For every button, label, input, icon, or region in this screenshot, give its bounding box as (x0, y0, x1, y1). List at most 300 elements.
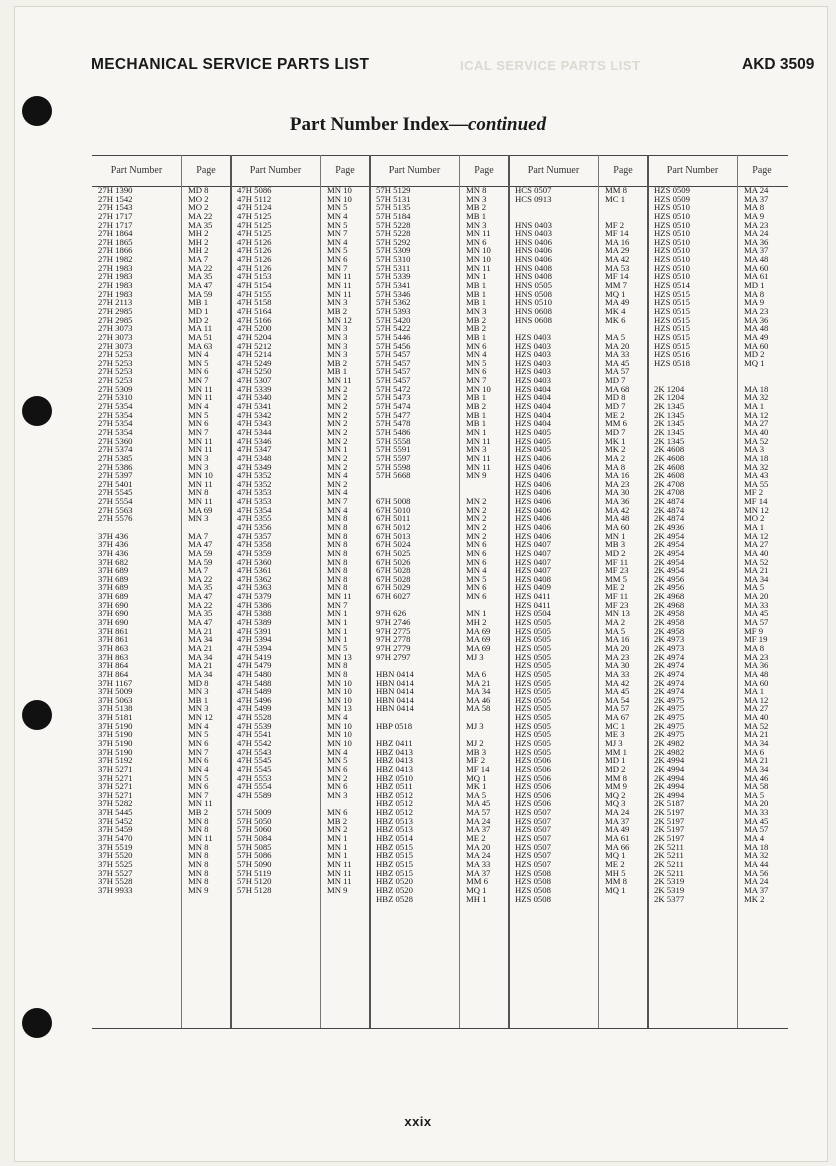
part-number-cell: 37H 5009 (98, 687, 133, 696)
part-number-cell: 47H 5348 (237, 453, 272, 463)
page-ref-cell (466, 488, 507, 497)
part-number-cell: HBN 0414 (376, 704, 414, 714)
page-ref-cell: MA 12 (744, 410, 769, 420)
page-ref-cell: MA 56 (744, 868, 769, 878)
page-ref-cell: MA 27 (744, 704, 769, 714)
page-ref-cell: MA 20 (744, 799, 769, 809)
part-number-cell: 2K 4974 (654, 661, 685, 670)
part-number-cell: HZS 0406 (515, 514, 551, 523)
part-number-cell: HZS 0409 (515, 583, 551, 593)
part-number-cell: 57H 5598 (376, 462, 411, 472)
part-number-cell (515, 212, 596, 221)
punch-hole-icon (22, 396, 52, 426)
page-ref-cell: MN 11 (188, 497, 213, 506)
page-ref-cell: MA 21 (466, 678, 491, 688)
part-number-cell: 57H 5591 (376, 445, 411, 454)
part-number-cell: HZS 0404 (515, 410, 551, 420)
page-ref-cell: MQ 1 (466, 885, 487, 895)
part-number-cell: 2K 1204 (654, 393, 685, 403)
page-ref-cell: MJ 3 (605, 739, 623, 748)
part-number-cell: HZS 0506 (515, 790, 551, 800)
part-number-cell: 27H 5309 (98, 384, 133, 394)
page-ref-cell: MN 13 (327, 704, 352, 714)
part-number-cell: 37H 1167 (98, 678, 133, 688)
part-number-cell: 47H 5353 (237, 497, 272, 506)
page-ref-cell: MF 19 (744, 635, 768, 644)
part-number-cell: 2K 4956 (654, 583, 685, 593)
page-ref-cell: MD 2 (744, 350, 765, 359)
page-ref-cell: MA 53 (605, 263, 630, 273)
part-number-cell: 27H 1983 (98, 272, 133, 282)
part-number-cell: 37H 5190 (98, 730, 133, 739)
page-ref-cell: MN 2 (466, 497, 487, 506)
part-number-cell: 2K 4974 (654, 669, 685, 679)
part-number-cell: HBZ 0515 (376, 868, 413, 878)
page-ref-cell: MA 49 (605, 298, 630, 307)
page-ref-cell: MA 55 (744, 479, 769, 489)
page-ref-cell: MA 8 (744, 203, 765, 212)
page-ref-cell: MN 4 (188, 721, 209, 731)
page-ref-cell: MN 4 (327, 211, 348, 221)
part-number-cell: 37H 861 (98, 626, 129, 636)
part-number-cell: 57H 5228 (376, 229, 411, 238)
page-ref-cell: MA 7 (188, 531, 209, 541)
page-ref-cell: MO 2 (188, 194, 209, 204)
page-ref-cell: MA 18 (744, 453, 769, 463)
page-ref-cell: MN 3 (188, 462, 209, 472)
page-ref-cell: ME 2 (466, 834, 486, 843)
page-ref-cell: MA 9 (744, 298, 765, 307)
page-ref-cell: MA 21 (188, 626, 213, 636)
part-number-cell: HBZ 0513 (376, 825, 413, 835)
part-number-cell: HZS 0508 (515, 877, 551, 886)
part-number-cell: 37H 5525 (98, 859, 133, 869)
page-ref-cell: MN 11 (327, 877, 352, 886)
page-ref-cell: MN 1 (327, 626, 348, 636)
page-ref-cell (605, 203, 646, 212)
group-divider (230, 155, 232, 1028)
part-number-cell: HZS 0505 (515, 739, 551, 748)
part-number-cell: 47H 5124 (237, 203, 272, 212)
page-ref-cell: MN 2 (327, 462, 348, 472)
part-number-cell: 47H 5126 (237, 255, 272, 264)
part-number-cell (654, 367, 735, 376)
part-number-cell: 27H 3073 (98, 332, 133, 342)
page-ref-cell: MA 33 (605, 669, 630, 679)
part-number-cell: HBZ 0510 (376, 773, 413, 783)
part-number-cell: 47H 5354 (237, 505, 272, 515)
part-number-cell: HBZ 0515 (376, 859, 413, 869)
part-number-cell: 27H 5385 (98, 453, 133, 463)
part-number-cell: 27H 5401 (98, 479, 133, 489)
page-ref-cell: MA 36 (605, 497, 630, 506)
page-title-main: Part Number Index— (289, 114, 468, 135)
part-number-cell: 37H 9933 (98, 885, 133, 895)
page-ref-cell: MN 10 (327, 678, 352, 688)
page-ref-cell: MN 8 (327, 566, 348, 575)
part-number-cell: 47H 5589 (237, 790, 272, 800)
part-number-cell: 47H 5125 (237, 229, 272, 238)
page-ref-cell: MF 11 (605, 557, 629, 567)
part-number-cell: 47H 5394 (237, 643, 272, 653)
column-divider (598, 155, 599, 1028)
part-number-cell: HZS 0505 (515, 687, 551, 696)
part-number-cell: HZS 0507 (515, 808, 551, 817)
page-ref-cell: MA 34 (744, 739, 769, 748)
page-ref-cell: MF 14 (744, 497, 768, 506)
page-ref-cell: MB 2 (466, 203, 487, 212)
page-ref-cell: MN 8 (327, 548, 348, 558)
page-ref-cell: MA 3 (744, 445, 765, 454)
page-ref-cell: MA 7 (188, 566, 209, 575)
page-ref-cell: MA 1 (744, 402, 765, 411)
part-number-cell: 27H 5545 (98, 488, 133, 498)
page-ref-cell: MH 5 (605, 868, 626, 878)
page-ref-cell: MF 2 (744, 488, 764, 498)
part-number-cell: 67H 5008 (376, 497, 411, 506)
part-number-cell: 2K 5211 (654, 842, 684, 852)
page-ref-cell: MN 2 (327, 402, 348, 411)
part-number-cell: HZS 0403 (515, 376, 551, 385)
part-number-cell: 27H 1982 (98, 255, 133, 264)
part-number-cell: 2K 5319 (654, 877, 685, 886)
page-header: Page (196, 165, 216, 176)
part-number-header: Part Number (249, 165, 302, 176)
page-ref-column (327, 186, 368, 895)
part-number-cell: 27H 1866 (98, 246, 133, 256)
part-number-cell: 57H 5457 (376, 358, 411, 368)
page-ref-cell: MA 34 (744, 574, 769, 584)
part-number-cell: HZS 0507 (515, 834, 551, 843)
part-number-cell: 27H 1542 (98, 194, 133, 204)
part-number-cell: 57H 5184 (376, 211, 411, 221)
page-ref-cell: MA 63 (188, 341, 213, 351)
part-number-cell: HNS 0608 (515, 315, 552, 325)
page-ref-cell: MA 47 (188, 540, 213, 549)
page-ref-cell: MN 6 (188, 367, 209, 377)
part-number-column (237, 186, 318, 895)
page-ref-cell: MM 5 (605, 574, 627, 584)
part-number-cell: HZS 0515 (654, 332, 690, 342)
part-number-cell: 2K 4874 (654, 497, 685, 506)
part-number-cell: 37H 682 (98, 557, 129, 567)
page-ref-cell: MN 4 (466, 350, 487, 359)
part-number-cell: 2K 4874 (654, 505, 685, 515)
page-ref-cell: MA 16 (605, 635, 630, 644)
part-number-cell: HZS 0508 (515, 894, 551, 904)
part-number-cell (376, 730, 457, 739)
page-ref-cell: MN 7 (466, 376, 487, 385)
part-number-cell: 2K 4608 (654, 453, 685, 463)
page-ref-cell: MN 10 (327, 730, 352, 739)
part-number-cell: HBZ 0512 (376, 790, 413, 800)
part-number-cell: 37H 5190 (98, 747, 133, 757)
page-ref-cell: MF 2 (605, 220, 625, 230)
page-ref-cell: MA 35 (188, 609, 213, 619)
part-number-cell: 57H 5457 (376, 350, 411, 359)
part-number-cell: HZS 0507 (515, 851, 551, 860)
part-number-cell: HZS 0411 (515, 592, 551, 601)
part-number-cell: HZS 0510 (654, 211, 690, 221)
page-ref-cell: MN 3 (188, 514, 209, 523)
part-number-cell: HBZ 0413 (376, 756, 413, 765)
page-ref-cell: MN 3 (188, 687, 209, 696)
page-ref-cell: MA 20 (466, 842, 491, 852)
page-ref-cell: MA 49 (605, 825, 630, 835)
part-number-cell: 47H 5126 (237, 246, 272, 256)
part-number-cell: 27H 2985 (98, 306, 133, 316)
part-number-cell: HBZ 0511 (376, 782, 413, 791)
page-ref-cell: MA 57 (744, 825, 769, 835)
part-number-cell: HCS 0507 (515, 186, 552, 195)
page-ref-cell: ME 2 (605, 583, 625, 593)
page-ref-cell: MA 45 (605, 358, 630, 368)
page-ref-cell: MA 20 (744, 592, 769, 601)
part-number-cell: 47H 5545 (237, 764, 272, 774)
page-ref-cell: MA 48 (605, 514, 630, 523)
part-number-cell: 57H 5472 (376, 384, 411, 394)
part-number-cell: 27H 5386 (98, 462, 133, 472)
part-number-cell: 57H 5597 (376, 453, 411, 463)
part-number-cell: HNS 0510 (515, 298, 552, 307)
part-number-cell: 37H 864 (98, 661, 129, 670)
part-number-cell: 37H 690 (98, 618, 129, 627)
page-ref-column (744, 186, 785, 903)
column-divider (320, 155, 321, 1028)
part-number-cell: 27H 3073 (98, 324, 133, 333)
part-number-header: Part Number (666, 165, 719, 176)
part-number-cell: HBN 0414 (376, 678, 414, 688)
part-number-cell: 2K 4936 (654, 522, 685, 532)
part-number-cell: 47H 5126 (237, 263, 272, 273)
page-ref-cell: MN 2 (327, 453, 348, 463)
part-number-cell: HZS 0403 (515, 332, 551, 342)
page-ref-cell: MA 35 (188, 272, 213, 282)
part-number-cell: 47H 5339 (237, 384, 272, 394)
part-number-cell: 47H 5553 (237, 773, 272, 783)
page-ref-cell: MD 1 (188, 306, 209, 316)
page-ref-cell: MN 6 (188, 756, 209, 765)
page-ref-cell: MA 57 (605, 704, 630, 714)
page-ref-cell: MN 1 (327, 618, 348, 627)
part-number-column (515, 186, 596, 903)
page-ref-cell: MF 11 (605, 592, 629, 601)
part-number-cell: 2K 1345 (654, 436, 685, 446)
page-ref-cell: MN 6 (466, 237, 487, 247)
page-ref-cell: MN 3 (188, 453, 209, 463)
page-ref-cell: MJ 2 (466, 739, 484, 748)
part-number-cell: 57H 5457 (376, 367, 411, 377)
part-number-cell: 37H 5063 (98, 695, 133, 705)
part-number-cell: 2K 1345 (654, 410, 685, 420)
part-number-cell: 2K 4608 (654, 462, 685, 472)
part-number-cell: HZS 0411 (515, 600, 551, 610)
page-ref-cell: MN 1 (466, 272, 487, 282)
part-number-cell: 37H 5138 (98, 704, 133, 714)
page-header: Page (335, 165, 355, 176)
part-number-cell: 57H 5311 (376, 263, 411, 273)
page-ref-cell: MN 7 (327, 263, 348, 273)
page-ref-cell: MA 22 (188, 211, 213, 221)
page-ref-cell (605, 324, 646, 333)
page-ref-cell: MA 68 (605, 384, 630, 394)
part-number-cell: HCS 0913 (515, 194, 552, 204)
page-ref-cell: MN 5 (327, 246, 348, 256)
page-ref-cell: MA 45 (744, 816, 769, 826)
part-number-cell: 2K 1345 (654, 402, 685, 411)
page-ref-cell: MA 29 (605, 246, 630, 256)
part-number-cell: 2K 5211 (654, 868, 684, 878)
page-ref-cell: MN 2 (466, 514, 487, 523)
part-number-cell: 57H 5456 (376, 341, 411, 351)
part-number-cell: 2K 1345 (654, 419, 685, 428)
page-ref-cell: MA 23 (605, 652, 630, 662)
page-ref-cell: MA 32 (744, 462, 769, 472)
part-number-cell: HZS 0506 (515, 773, 551, 783)
page-ref-cell: MN 2 (466, 531, 487, 541)
page-ref-cell: MA 47 (188, 281, 213, 290)
part-number-cell: HZS 0507 (515, 842, 551, 852)
page-ref-cell: MB 2 (327, 816, 348, 826)
page-ref-cell: MA 6 (744, 747, 765, 757)
page-ref-cell: MN 1 (466, 427, 487, 437)
part-number-cell: 57H 5558 (376, 436, 411, 446)
page-ref-cell: MA 37 (744, 246, 769, 256)
part-number-cell: 47H 5480 (237, 669, 272, 679)
part-number-cell: 57H 5120 (237, 877, 272, 886)
page-ref-cell: MN 8 (188, 868, 209, 878)
part-number-cell: 67H 5028 (376, 574, 411, 584)
page-ref-cell: MN 12 (327, 315, 352, 325)
page-ref-cell: MA 37 (466, 868, 491, 878)
page-ref-cell: MN 3 (466, 306, 487, 316)
page-ref-cell (466, 730, 507, 739)
part-number-cell: HZS 0505 (515, 618, 551, 627)
page-ref-cell: MH 2 (188, 246, 209, 256)
page-ref-cell: MB 2 (327, 306, 348, 316)
page-ref-cell: MB 2 (466, 324, 487, 333)
page-ref-cell: MN 5 (327, 643, 348, 653)
page-ref-cell: MN 7 (188, 427, 209, 437)
part-number-cell: 47H 5158 (237, 298, 272, 307)
page-ref-cell: MA 23 (605, 479, 630, 489)
page-ref-cell: MB 1 (466, 281, 487, 290)
page-ref-cell: MN 7 (327, 229, 348, 238)
part-number-cell: 2K 5211 (654, 859, 684, 869)
page-ref-cell: MN 7 (188, 747, 209, 757)
page-ref-cell: MA 48 (744, 669, 769, 679)
page-ref-cell: MN 7 (188, 376, 209, 385)
page-ref-cell: MN 11 (327, 592, 352, 601)
page-ref-cell: MA 33 (466, 859, 491, 869)
page-ref-cell: MA 67 (605, 713, 630, 722)
part-number-cell: 47H 5341 (237, 402, 272, 411)
page-title-continued: continued (467, 114, 547, 135)
page-ref-cell: MA 23 (744, 220, 769, 230)
page-ref-cell: MN 11 (327, 859, 352, 869)
page-ref-cell: MN 11 (327, 289, 352, 299)
page-ref-cell (188, 523, 229, 532)
page-ref-cell: MN 3 (466, 220, 487, 230)
page-ref-cell: MA 5 (605, 626, 626, 636)
page-ref-cell: MF 2 (466, 756, 486, 765)
part-number-cell: 2K 4975 (654, 713, 685, 722)
part-number-cell: 2K 4956 (654, 574, 685, 584)
part-number-cell: 2K 4958 (654, 609, 685, 619)
part-number-cell: 37H 5470 (98, 834, 133, 843)
page-ref-cell: MA 6 (466, 669, 487, 679)
part-number-cell: 57H 5009 (237, 808, 272, 817)
part-number-cell: 37H 863 (98, 652, 129, 662)
part-number-cell: 27H 1983 (98, 289, 133, 299)
page-ref-cell: MA 5 (744, 583, 765, 593)
part-number-cell: 57H 5420 (376, 315, 411, 325)
page-ref-cell: MA 22 (188, 263, 213, 273)
page-ref-cell: MA 32 (744, 393, 769, 403)
page-ref-cell: MA 46 (466, 695, 491, 705)
page-ref-cell: MM 7 (605, 281, 627, 290)
page-ref-cell: MQ 1 (605, 289, 626, 299)
page-ref-cell: MN 10 (466, 246, 491, 256)
page-ref-cell: MA 21 (744, 566, 769, 575)
page-ref-cell: MB 3 (605, 540, 626, 549)
part-number-cell: HZS 0406 (515, 462, 551, 472)
part-number-cell: 27H 5354 (98, 410, 133, 420)
page-ref-cell: MA 45 (466, 799, 491, 809)
part-number-cell: 2K 4958 (654, 626, 685, 636)
part-number-cell: HZS 0505 (515, 704, 551, 714)
part-number-cell: 37H 5519 (98, 842, 133, 852)
page-ref-cell: MB 1 (466, 410, 487, 420)
page-ref-cell: MN 11 (327, 376, 352, 385)
part-number-cell: 47H 5349 (237, 462, 272, 472)
page-ref-cell: MN 11 (188, 436, 213, 446)
part-number-cell: 27H 1864 (98, 229, 133, 238)
part-number-cell: HZS 0504 (515, 609, 551, 619)
page-ref-cell: MA 21 (188, 661, 213, 670)
part-number-cell: 27H 5563 (98, 505, 133, 515)
part-number-cell: 67H 5012 (376, 522, 411, 532)
part-number-cell: 47H 5479 (237, 661, 272, 670)
part-number-cell: 2K 5187 (654, 799, 685, 809)
part-number-cell: HZS 0405 (515, 436, 551, 446)
part-number-cell: 37H 5527 (98, 868, 133, 878)
page-ref-cell: MN 1 (327, 445, 348, 454)
part-number-cell: 37H 861 (98, 635, 129, 644)
page-ref-cell: MN 11 (327, 281, 352, 290)
page-ref-cell: MB 1 (466, 419, 487, 428)
part-number-cell: HZS 0506 (515, 764, 551, 774)
part-number-cell: 57H 5474 (376, 402, 411, 411)
part-number-cell: 47H 5362 (237, 574, 272, 584)
part-number-cell: 27H 1865 (98, 237, 133, 247)
part-number-cell: HZS 0510 (654, 246, 690, 256)
page-ref-cell: MA 30 (605, 488, 630, 498)
page-ref-cell: MN 2 (466, 522, 487, 532)
part-number-cell: HZS 0506 (515, 756, 551, 765)
page-ref-cell: MN 5 (188, 773, 209, 783)
part-number-cell: 2K 4608 (654, 445, 685, 454)
page-ref-cell: MA 34 (188, 635, 213, 644)
page-ref-cell: MA 47 (188, 618, 213, 627)
page-ref-cell: MA 59 (188, 557, 213, 567)
page-ref-cell: MN 4 (466, 566, 487, 575)
page-ref-cell: MF 23 (605, 566, 629, 575)
part-number-cell: HZS 0406 (515, 497, 551, 506)
page-ref-cell: MN 10 (188, 471, 213, 480)
page-ref-cell: MA 57 (744, 618, 769, 627)
part-number-cell: HZS 0404 (515, 419, 551, 428)
